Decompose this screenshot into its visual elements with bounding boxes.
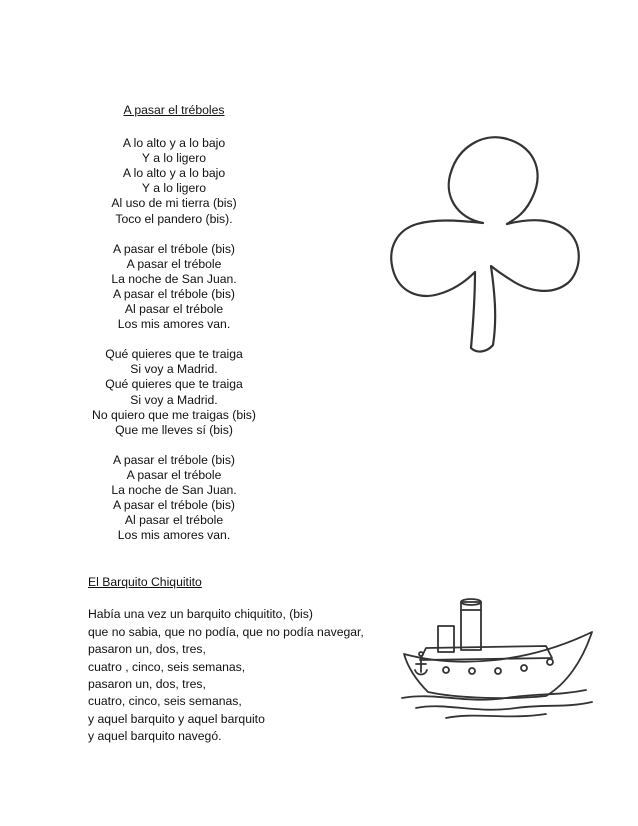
song-clover <box>84 103 264 558</box>
verse-line: Los mis amores van. <box>117 528 231 543</box>
verse-line: A pasar el trébole (bis) <box>113 286 235 301</box>
song-title: A pasar el tréboles <box>123 103 225 117</box>
verse-line: A pasar el trébole (bis) <box>113 498 235 513</box>
verse-line: A pasar el trébole (bis) <box>113 452 235 467</box>
verse-line: cuatro, cinco, seis semanas, <box>88 694 242 709</box>
clover-drawing <box>383 120 583 365</box>
verse-line: y aquel barquito navegó. <box>88 729 222 744</box>
verse-line: La noche de San Juan. <box>111 271 237 286</box>
verse-line: A lo alto y a lo bajo <box>122 166 226 181</box>
verse-line: Al pasar el trébole <box>124 513 224 528</box>
verse-line: No quiero que me traigas (bis) <box>92 407 256 422</box>
verse-line: Los mis amores van. <box>117 317 231 332</box>
verse-line: Y a lo ligero <box>141 181 207 196</box>
verse-line: Al pasar el trébole <box>124 302 224 317</box>
verse-line: Había una vez un barquito chiquitito, (bis) <box>88 607 313 622</box>
verse-line: Que me lleves sí (bis) <box>115 422 233 437</box>
boat-drawing <box>396 592 596 722</box>
verse-line: Y a lo ligero <box>141 151 207 166</box>
verse-line: Qué quieres que te traiga <box>105 347 243 362</box>
stanza-1 <box>84 136 264 227</box>
verse-line: pasaron un, dos, tres, <box>88 677 206 692</box>
verse-line: y aquel barquito y aquel barquito <box>88 711 265 726</box>
verse-line: A lo alto y a lo bajo <box>122 136 226 151</box>
verse-line: Si voy a Madrid. <box>130 392 218 407</box>
hull-shape <box>404 632 592 698</box>
verse-line: Toco el pandero (bis). <box>115 211 233 226</box>
verse-line: Qué quieres que te traiga <box>105 377 243 392</box>
song-title: El Barquito Chiquitito <box>88 575 202 589</box>
verse-line: Si voy a Madrid. <box>130 362 218 377</box>
verse-line: A pasar el trébole (bis) <box>113 241 235 256</box>
verse-line: La noche de San Juan. <box>111 482 237 497</box>
verse-line: pasaron un, dos, tres, <box>88 642 206 657</box>
song-boat <box>88 574 388 746</box>
stanza-2 <box>84 242 264 333</box>
stanza-4 <box>84 453 264 544</box>
stanza-3 <box>84 347 264 438</box>
verse-line: A pasar el trébole <box>126 467 222 482</box>
verse-line: A pasar el trébole <box>126 256 222 271</box>
verse-line: Al uso de mi tierra (bis) <box>111 196 237 211</box>
verse-line: que no sabia, que no podía, que no podía navegar, <box>88 624 364 639</box>
verse-line: cuatro , cinco, seis semanas, <box>88 659 246 674</box>
